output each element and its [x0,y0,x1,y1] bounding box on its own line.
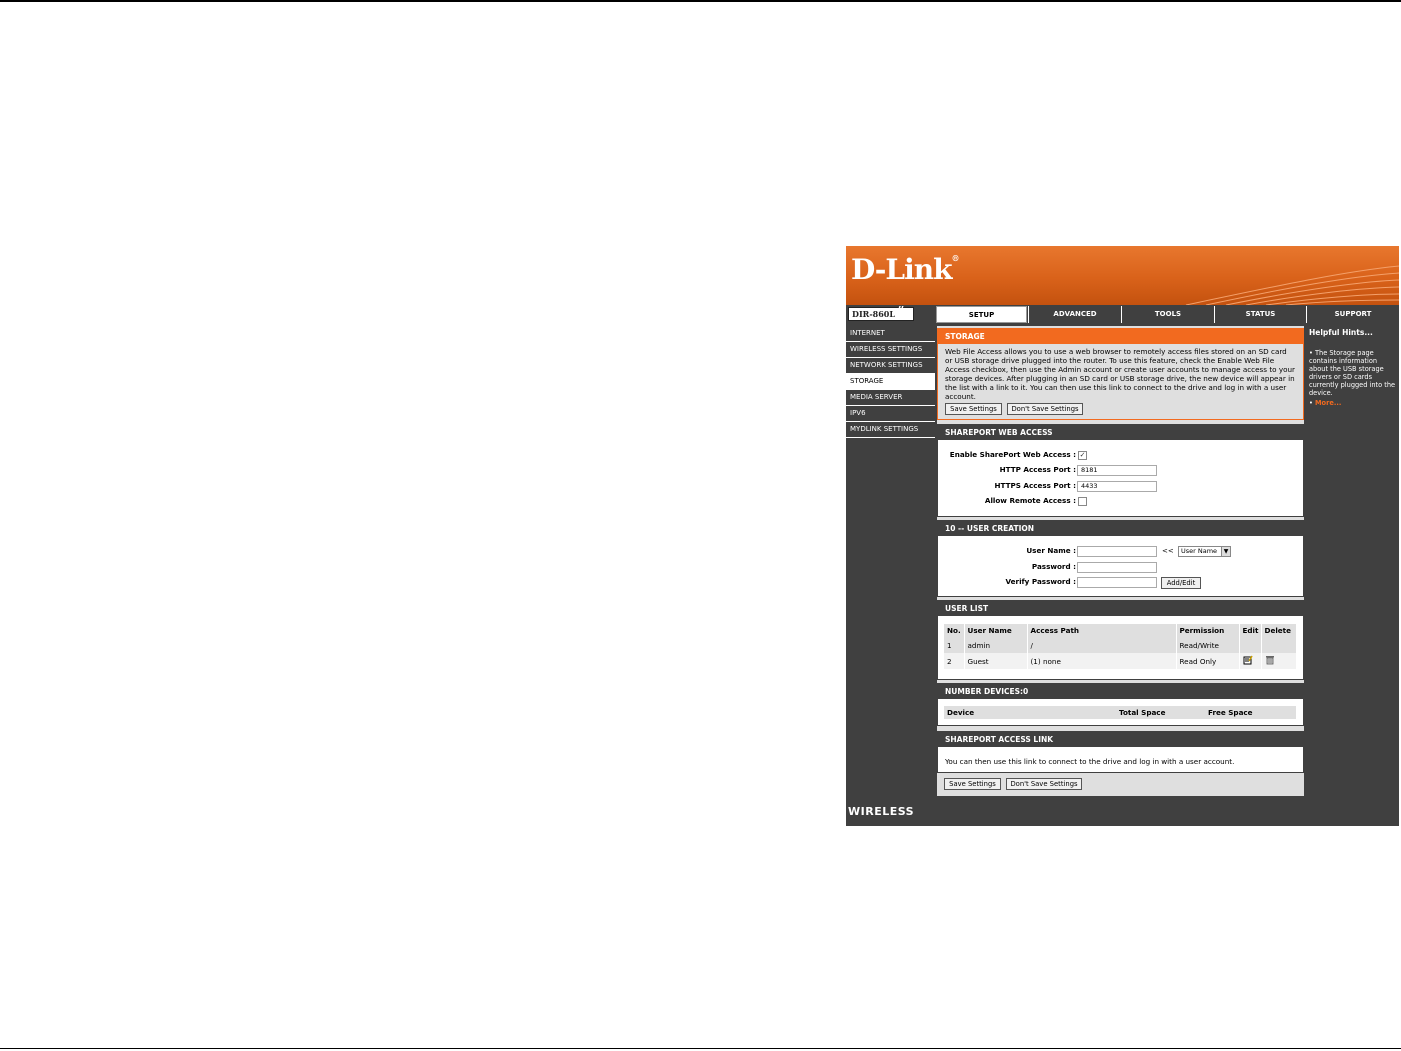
row-access-path: / [1027,637,1176,653]
remote-access-label: Allow Remote Access : [984,496,1076,505]
row-no: 1 [944,637,964,653]
hint-text: The Storage page contains information about the USB storage drivers or SD cards currently plugged into the device. [1309,349,1396,397]
save-settings-button[interactable]: Save Settings [945,403,1002,415]
enable-shareport-checkbox[interactable]: ✓ [1079,451,1086,459]
remote-access-row [938,495,1305,507]
tab-status[interactable]: STATUS [1214,306,1306,323]
https-port-label: HTTPS Access Port : [994,481,1076,490]
col-header-device: Device [944,706,1116,719]
row-access-path: (1) none [1027,653,1176,669]
tab-advanced[interactable]: ADVANCED [1028,306,1121,323]
http-port-row [938,464,1305,476]
storage-description: Web File Access allows you to use a web browser to remotely access files stored on an SD card or USB storage drive plugged into the router. To use this feature, check the Enable Web File Access checkbox, then use the Admin account or create user accounts to manage access to your storage devices. After plugging in an SD card or USB storage drive, the new device will appear in the list with a link to it. You can then use this link to connect to the drive and log in with a user account. [945,347,1295,401]
user-list-section [937,600,1304,680]
tab-support[interactable]: SUPPORT [1306,306,1399,323]
section-title: SHAREPORT ACCESS LINK [938,732,1303,747]
dont-save-settings-button[interactable]: Don't Save Settings [1007,403,1083,415]
footer-bar [846,796,1399,826]
col-header-total-space: Total Space [1116,706,1205,719]
section-title: 10 -- USER CREATION [938,521,1303,536]
tab-tools[interactable]: TOOLS [1121,306,1214,323]
col-header-access-path: Access Path [1027,624,1176,637]
sidebar [846,326,935,796]
devices-table [944,706,1296,719]
number-devices-section [937,683,1304,726]
storage-intro-section [937,328,1304,420]
hints-list [1306,339,1399,407]
section-title: SHAREPORT WEB ACCESS [938,425,1303,440]
shareport-access-link-section [937,731,1304,773]
table-row [944,653,1296,669]
edit-icon[interactable] [1243,655,1253,665]
enable-shareport-row [938,449,1305,461]
sidebar-item-wireless-settings[interactable]: WIRELESS SETTINGS [846,342,935,358]
row-no: 2 [944,653,964,669]
password-row [938,561,1305,573]
section-title: NUMBER DEVICES:0 [938,684,1303,699]
sidebar-item-ipv6[interactable]: IPV6 [846,406,935,422]
col-header-permission: Permission [1176,624,1239,637]
shareport-web-access-section [937,424,1304,517]
user-list-table [944,624,1296,669]
header-banner [846,246,1399,305]
access-link-text: You can then use this link to connect to the drive and log in with a user account. [945,757,1235,766]
enable-shareport-label: Enable SharePort Web Access : [949,450,1076,459]
top-rule [0,0,1401,2]
row-permission: Read Only [1176,653,1239,669]
verify-password-row [938,576,1305,588]
row-permission: Read/Write [1176,637,1239,653]
main-content [937,326,1304,796]
sidebar-item-internet[interactable]: INTERNET [846,326,935,342]
row-edit-cell [1239,637,1261,653]
sidebar-item-storage[interactable]: STORAGE [846,374,935,390]
section-title: USER LIST [938,601,1303,616]
col-header-free-space: Free Space [1205,706,1296,719]
row-user-name: admin [964,637,1027,653]
col-header-delete: Delete [1261,624,1296,637]
https-port-input[interactable]: 4433 [1077,481,1157,492]
username-row [938,545,1305,557]
hint-item-more: • More... [1309,399,1342,407]
section-title: STORAGE [938,329,1303,344]
password-input[interactable] [1077,562,1157,573]
top-tab-bar [846,305,1399,323]
col-header-user-name: User Name [964,624,1027,637]
row-delete-cell [1261,637,1296,653]
sidebar-item-media-server[interactable]: MEDIA SERVER [846,390,935,406]
https-port-row [938,480,1305,492]
username-select[interactable] [1178,546,1231,557]
table-row [944,637,1296,653]
sidebar-item-mydlink-settings[interactable]: MYDLINK SETTINGS [846,422,935,438]
username-label: User Name : [1026,546,1076,555]
trash-icon[interactable] [1265,655,1275,665]
dlink-logo: D-Link® [851,253,959,286]
wireless-footer-logo: WIRELESS [848,805,915,818]
bottom-rule [0,1048,1401,1049]
remote-access-checkbox[interactable] [1078,497,1087,506]
router-admin-screenshot [846,246,1399,826]
verify-password-label: Verify Password : [1005,577,1076,586]
copy-arrows: << [1162,547,1174,555]
add-edit-button[interactable]: Add/Edit [1161,577,1201,589]
row-delete-cell [1261,653,1296,669]
sidebar-item-network-settings[interactable]: NETWORK SETTINGS [846,358,935,374]
username-input[interactable] [1077,546,1157,557]
model-label: DIR-860L [848,307,914,321]
password-label: Password : [1031,562,1076,571]
verify-password-input[interactable] [1077,577,1157,588]
username-select-value: User Name [1181,547,1218,555]
user-creation-section [937,520,1304,597]
more-link[interactable]: More... [1315,399,1342,407]
col-header-edit: Edit [1239,624,1261,637]
tab-setup[interactable]: SETUP [936,306,1027,323]
slashes-decoration: // [896,305,902,320]
row-edit-cell [1239,653,1261,669]
hints-title: Helpful Hints... [1309,328,1373,337]
helpful-hints-panel [1306,326,1399,796]
http-port-input[interactable]: 8181 [1077,465,1157,476]
chevron-down-icon: ▼ [1221,547,1230,556]
row-user-name: Guest [964,653,1027,669]
http-port-label: HTTP Access Port : [999,465,1076,474]
col-header-no: No. [944,624,964,637]
bottom-dont-save-settings-button[interactable]: Don't Save Settings [1006,778,1082,790]
hint-item: • The Storage page contains information about the USB storage drivers or SD cards currently plugged into the device. [1309,349,1396,397]
bottom-save-settings-button[interactable]: Save Settings [944,778,1001,790]
